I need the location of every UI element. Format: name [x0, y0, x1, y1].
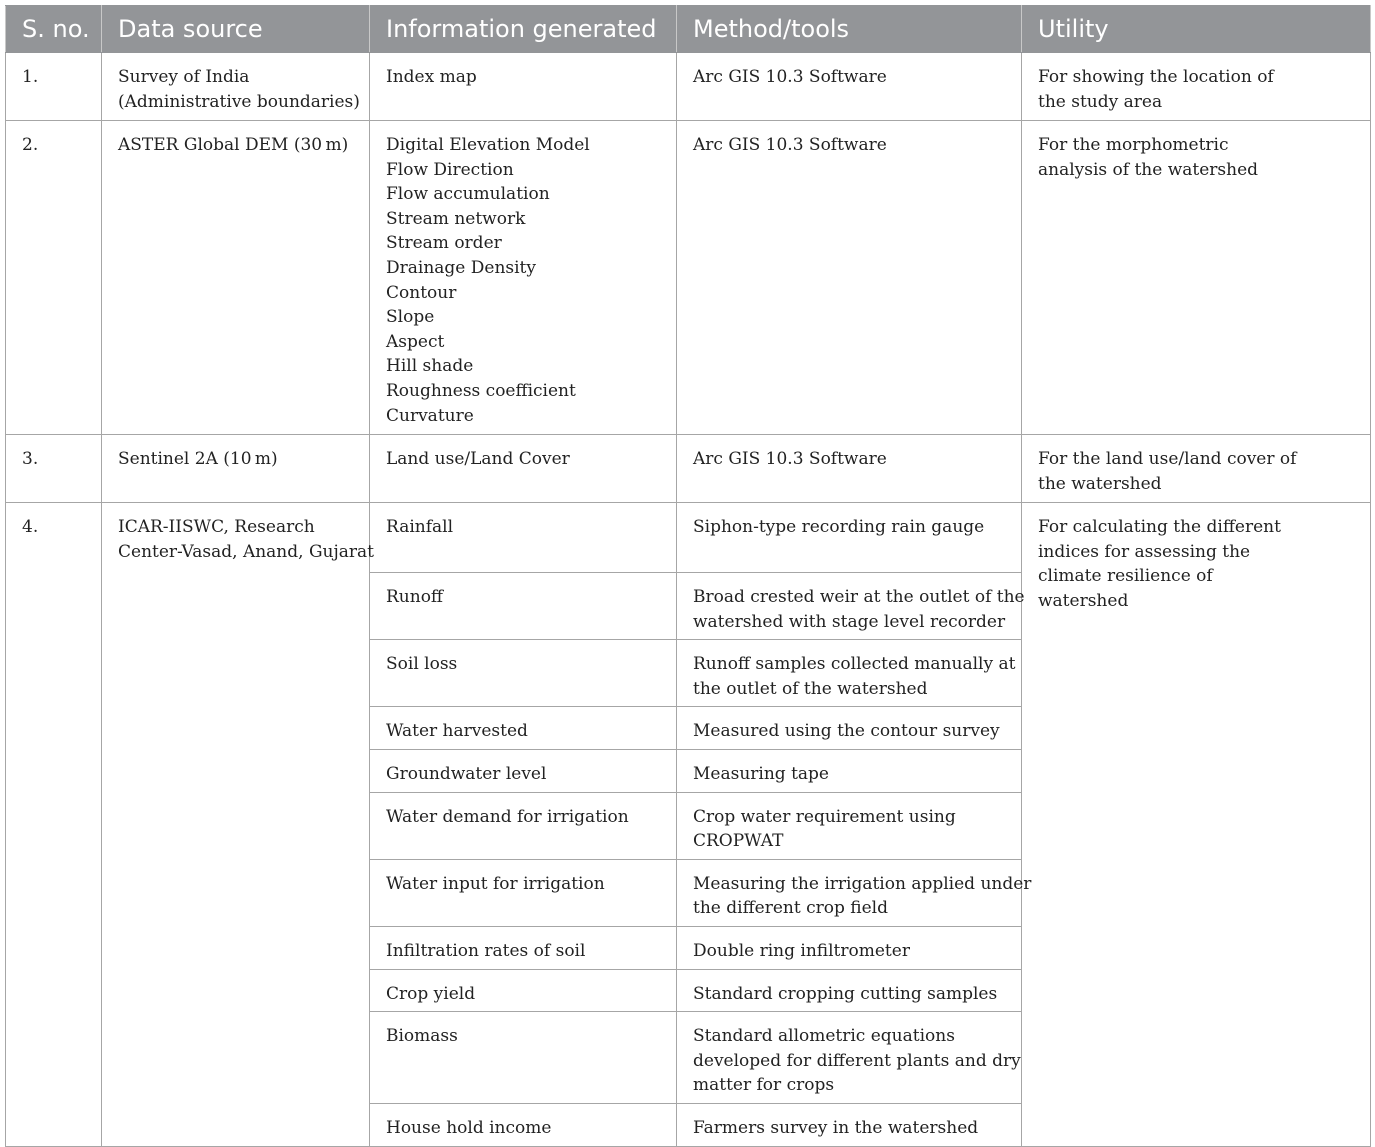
- method-cell-line: Arc GIS 10.3 Software: [693, 135, 887, 155]
- table-row: [6, 435, 1371, 503]
- method-cell-line: matter for crops: [693, 1075, 835, 1096]
- information-cell-line: Runoff: [386, 587, 444, 607]
- information-cell-line: Flow accumulation: [386, 184, 550, 205]
- method-cell-line: the outlet of the watershed: [693, 678, 928, 699]
- header-method-tools: Method/tools: [677, 6, 1022, 53]
- data-source-cell-line: Sentinel 2A (10 m): [118, 449, 278, 469]
- method-cell-line: Measuring tape: [693, 763, 829, 784]
- method-cell: [677, 640, 1022, 707]
- data-source-table: [5, 5, 1371, 1147]
- header-row: [6, 6, 1371, 53]
- information-cell-line: House hold income: [386, 1117, 552, 1138]
- method-cell-line: Double ring infiltrometer: [693, 940, 910, 961]
- data-source-cell: [102, 53, 370, 121]
- method-cell-line: Broad crested weir at the outlet of the: [693, 587, 1025, 607]
- utility-cell: [1022, 121, 1371, 435]
- header-information-generated: Information generated: [370, 6, 677, 53]
- information-cell-line: Digital Elevation Model: [386, 135, 590, 155]
- utility-cell-line: climate resilience of: [1038, 566, 1213, 587]
- information-cell-line: Water demand for irrigation: [386, 806, 629, 827]
- information-cell-line: Land use/Land Cover: [386, 449, 570, 469]
- sno-cell: 4.: [6, 503, 102, 1147]
- information-cell-line: Water input for irrigation: [386, 873, 605, 894]
- method-cell: [677, 792, 1022, 859]
- information-cell: [370, 121, 677, 435]
- data-source-cell-line: (Administrative boundaries): [118, 91, 360, 112]
- sno-cell: 3.: [6, 435, 102, 503]
- method-cell: [677, 707, 1022, 750]
- utility-cell: [1022, 503, 1371, 1147]
- utility-cell-line: the study area: [1038, 91, 1163, 112]
- header-sno: S. no.: [6, 6, 102, 53]
- method-cell: [677, 435, 1022, 503]
- method-cell-line: Standard cropping cutting samples: [693, 983, 998, 1004]
- method-cell: [677, 749, 1022, 792]
- utility-cell-line: indices for assessing the: [1038, 541, 1251, 562]
- table-body: [6, 53, 1371, 1147]
- table-row: [6, 121, 1371, 435]
- information-cell: [370, 926, 677, 969]
- information-cell-line: Infiltration rates of soil: [386, 940, 586, 961]
- information-cell: [370, 749, 677, 792]
- utility-cell-line: the watershed: [1038, 473, 1162, 494]
- utility-cell-line: watershed: [1038, 590, 1129, 611]
- data-source-cell-line: Center-Vasad, Anand, Gujarat: [118, 541, 374, 562]
- method-cell-line: Runoff samples collected manually at: [693, 654, 1016, 675]
- method-cell-line: Arc GIS 10.3 Software: [693, 67, 887, 87]
- utility-cell-line: For the land use/land cover of: [1038, 449, 1297, 469]
- method-cell-line: Siphon-type recording rain gauge: [693, 517, 985, 537]
- method-cell-line: Arc GIS 10.3 Software: [693, 449, 887, 469]
- information-cell-line: Slope: [386, 307, 435, 328]
- information-cell-line: Hill shade: [386, 356, 474, 377]
- method-cell: [677, 926, 1022, 969]
- information-cell-line: Groundwater level: [386, 763, 547, 784]
- information-cell-line: Stream network: [386, 208, 526, 229]
- method-cell-line: developed for different plants and dry: [693, 1050, 1021, 1071]
- method-cell-line: Measured using the contour survey: [693, 721, 1000, 742]
- information-cell-line: Rainfall: [386, 517, 454, 537]
- method-cell-line: watershed with stage level recorder: [693, 611, 1006, 632]
- information-cell-line: Aspect: [386, 331, 445, 352]
- information-cell: [370, 707, 677, 750]
- information-cell: [370, 969, 677, 1012]
- data-source-cell-line: Survey of India: [118, 67, 250, 87]
- utility-cell-line: analysis of the watershed: [1038, 159, 1259, 180]
- method-cell: [677, 1103, 1022, 1146]
- information-cell-line: Stream order: [386, 233, 502, 254]
- information-cell-line: Roughness coefficient: [386, 380, 576, 401]
- method-cell: [677, 503, 1022, 573]
- method-cell-line: Measuring the irrigation applied under: [693, 873, 1032, 894]
- information-cell-line: Contour: [386, 282, 457, 303]
- method-cell: [677, 53, 1022, 121]
- method-cell-line: CROPWAT: [693, 831, 784, 852]
- table-subrow: [6, 503, 1371, 573]
- information-cell: [370, 53, 677, 121]
- data-source-cell: [102, 121, 370, 435]
- sno-cell: 1.: [6, 53, 102, 121]
- information-cell-line: Biomass: [386, 1026, 458, 1047]
- information-cell-line: Flow Direction: [386, 159, 514, 180]
- information-cell-line: Crop yield: [386, 983, 476, 1004]
- method-cell: [677, 121, 1022, 435]
- method-cell-line: Farmers survey in the watershed: [693, 1117, 979, 1138]
- information-cell: [370, 503, 677, 573]
- table-row: [6, 53, 1371, 121]
- header-utility: Utility: [1022, 6, 1371, 53]
- data-source-cell: [102, 435, 370, 503]
- method-cell: [677, 1012, 1022, 1104]
- utility-cell-line: For the morphometric: [1038, 135, 1229, 155]
- sno-cell: 2.: [6, 121, 102, 435]
- method-cell: [677, 859, 1032, 926]
- method-cell: [677, 969, 1022, 1012]
- utility-cell: [1022, 435, 1371, 503]
- data-source-cell-line: ASTER Global DEM (30 m): [118, 135, 349, 155]
- information-cell-line: Index map: [386, 67, 477, 87]
- utility-cell: [1022, 53, 1371, 121]
- method-cell-line: Standard allometric equations: [693, 1026, 955, 1047]
- method-cell-line: Crop water requirement using: [693, 806, 956, 827]
- method-cell: [677, 573, 1025, 640]
- information-cell: [370, 1012, 677, 1104]
- method-cell-line: the different crop field: [693, 898, 888, 919]
- data-source-cell-line: ICAR-IISWC, Research: [118, 517, 315, 537]
- information-cell: [370, 640, 677, 707]
- information-cell-line: Soil loss: [386, 654, 458, 675]
- data-source-cell: [102, 503, 374, 1147]
- header-data-source: Data source: [102, 6, 370, 53]
- information-cell: [370, 792, 677, 859]
- information-cell: [370, 573, 677, 640]
- information-cell: [370, 435, 677, 503]
- information-cell: [370, 1103, 677, 1146]
- information-cell: [370, 859, 677, 926]
- utility-cell-line: For calculating the different: [1038, 517, 1281, 537]
- information-cell-line: Drainage Density: [386, 257, 536, 278]
- information-cell-line: Water harvested: [386, 721, 528, 742]
- utility-cell-line: For showing the location of: [1038, 67, 1274, 87]
- information-cell-line: Curvature: [386, 405, 474, 426]
